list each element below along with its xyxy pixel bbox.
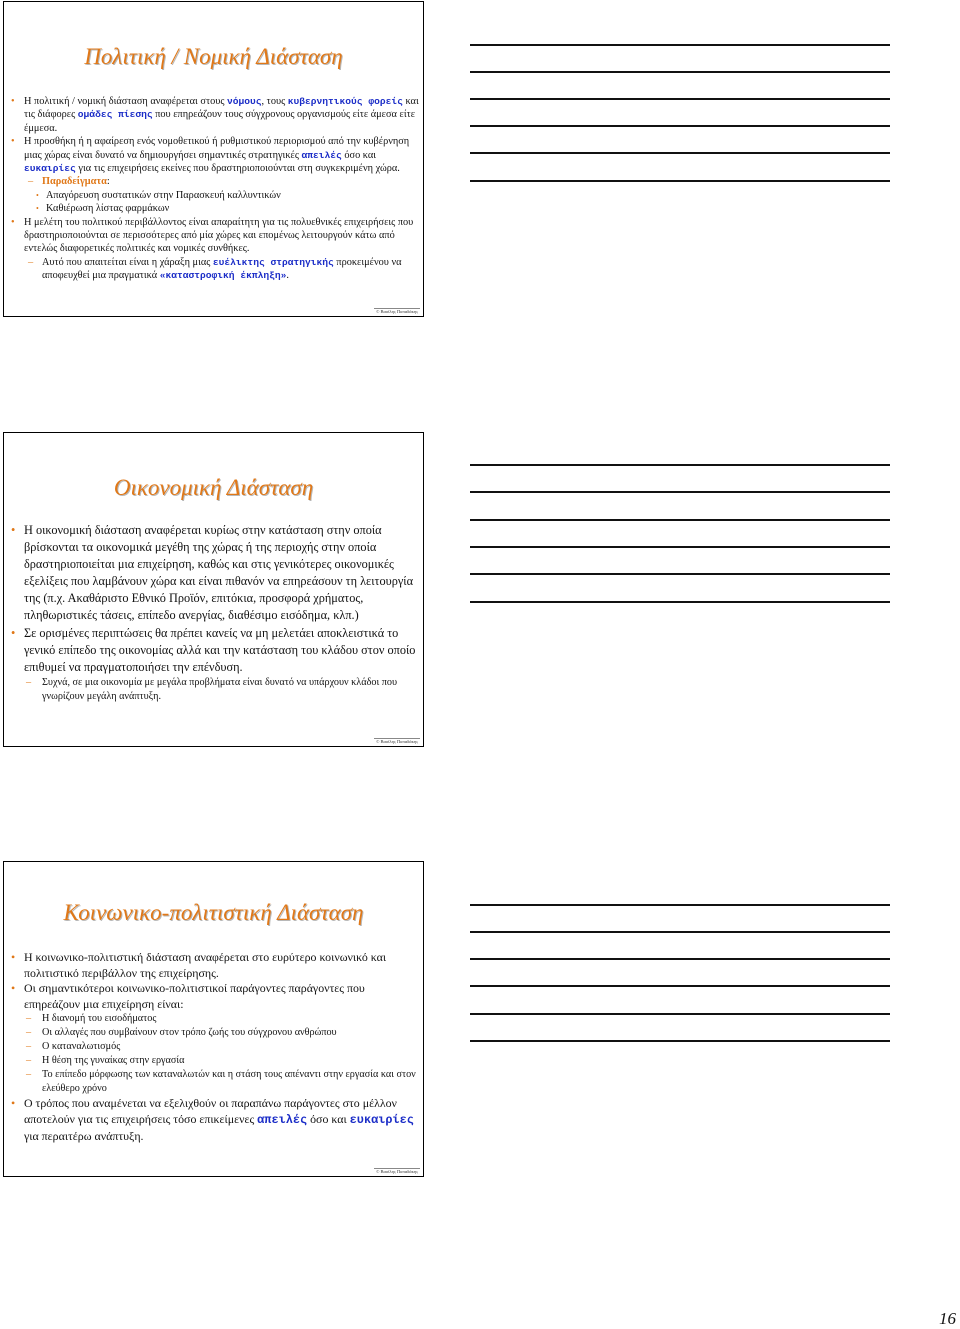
note-line	[470, 573, 890, 575]
dash-icon: –	[26, 1027, 32, 1039]
bullet-icon: •	[11, 96, 15, 107]
highlight-government-bodies: κυβερνητικούς φορείς	[287, 96, 403, 107]
highlight-flexible-strategy: ευέλικτης στρατηγικής	[212, 256, 334, 268]
bullet-item: • Η προσθήκη ή η αφαίρεση ενός νομοθετικού ή ρυθμιστικού περιορισμού από την κυβέρνηση μιας χώρας είναι δυνατό να δημιουργήσει σημαντικές στρατηγικές απειλές όσο και ευκαιρίες για τις επιχειρήσεις εκείνες που δραστηριοποιούνται στη συγκεκριμένη χώρα.	[11, 136, 410, 175]
page-number: 16	[939, 1309, 956, 1328]
sub-bullet-item: • Καθιέρωση λίστας φαρμάκων	[36, 203, 170, 215]
bullet-icon: •	[11, 1096, 16, 1111]
dash-icon: –	[26, 1041, 32, 1053]
dash-icon: –	[26, 1055, 32, 1067]
slide-title: Πολιτική / Νομική Διάσταση	[84, 44, 343, 69]
note-line	[470, 1013, 890, 1015]
bullet-icon: •	[11, 950, 16, 964]
dash-item: – Το επίπεδο μόρφωσης των καταναλωτών και η στάση τους απέναντι στην εργασία και στον ελεύθερο χρόνο	[26, 1069, 416, 1095]
highlight-opportunities: ευκαιρίες	[349, 1112, 414, 1127]
note-line	[470, 125, 890, 127]
dash-icon: –	[26, 1013, 32, 1025]
slide-economic	[3, 432, 424, 747]
note-line	[470, 1040, 890, 1042]
note-line	[470, 931, 890, 933]
dash-item: – Αυτό που απαιτείται είναι η χάραξη μιας ευέλικτης στρατηγικής προκειμένου να αποφευχθεί μια πραγματικά «καταστροφική έκπληξη».	[28, 256, 402, 282]
dash-icon: –	[28, 256, 34, 268]
dash-icon: –	[26, 676, 32, 688]
bullet-item: • Ο τρόπος που αναμένεται να εξελιχθούν οι παραπάνω παράγοντες στο μέλλον αποτελούν για τις επιχειρήσεις τόσο επικείμενες απειλές όσο και ευκαιρίες για περαιτέρω ανάπτυξη.	[11, 1096, 414, 1143]
bullet-item: • Η οικονομική διάσταση αναφέρεται κυρίως στην κατάσταση στην οποία βρίσκονται τα οικονομικά μεγέθη της χώρας ή της περιοχής στην οποία δραστηριοποιείται μια επιχείρηση, καθώς και στις γενικότερες οικονομικές εξελίξεις που λαμβάνουν χώρα και είναι πιθανόν να επηρεάσουν τη λειτουργία της (π.χ. Ακαθάριστο Εθνικό Προϊόν, επιτόκια, προσφορά χρήματος, πληθωριστικές τάσεις, επίπεδο ανεργίας, διαθέσιμο εισόδημα, κλπ.)	[11, 523, 414, 623]
highlight-examples: Παραδείγματα	[42, 176, 107, 188]
slide-title: Οικονομική Διάσταση	[113, 475, 314, 500]
bullet-item: • Σε ορισμένες περιπτώσεις θα πρέπει κανείς να μη μελετάει αποκλειστικά το γενικό επίπεδο της οικονομίας αλλά και την κατάσταση του κλάδου στον οποίο επιθυμεί να πραγματοποιήσει την επένδυση.	[11, 625, 416, 674]
highlight-catastrophic-surprise: «καταστροφική έκπληξη»	[159, 270, 287, 282]
note-line	[470, 546, 890, 548]
note-line	[470, 904, 890, 906]
note-line	[470, 958, 890, 960]
bullet-item: • Η πολιτική / νομική διάσταση αναφέρεται στους νόμους, τους κυβερνητικούς φορείς και τις διάφορες ομάδες πίεσης που επηρεάζουν τους σύγχρονους οργανισμούς είτε άμεσα είτε έμμεσα.	[11, 96, 419, 134]
bullet-item: • Η κοινωνικο-πολιτιστική διάσταση αναφέρεται στο ευρύτερο κοινωνικό και πολιτιστικό περιβάλλον της επιχείρησης.	[11, 950, 387, 980]
bullet-icon: •	[11, 216, 15, 228]
dash-item: – Η διανομή του εισοδήματος	[26, 1013, 157, 1025]
highlight-pressure-groups: ομάδες πίεσης	[77, 109, 153, 121]
bullet-icon: •	[11, 625, 16, 640]
dash-item: – Συχνά, σε μια οικονομία με μεγάλα προβλήματα είναι δυνατό να υπάρχουν κλάδοι που γνωρίζουν μεγάλη ανάπτυξη.	[26, 676, 398, 702]
bullet-icon: •	[11, 136, 15, 148]
dash-icon: –	[28, 176, 34, 188]
dash-item: – Η θέση της γυναίκας στην εργασία	[26, 1055, 185, 1067]
slide-body	[10, 950, 419, 1144]
note-line	[470, 601, 890, 603]
slide-footer: © Βασίλης Παπαδάκης	[375, 309, 418, 314]
highlight-opportunities: ευκαιρίες	[24, 163, 76, 175]
slide-footer: © Βασίλης Παπαδάκης	[375, 1169, 418, 1174]
bullet-item: • Η μελέτη του πολιτικού περιβάλλοντος είναι απαραίτητη για τις πολυεθνικές επιχειρήσεις που δραστηριοποιούνται σε περισσότερες από μία χώρες και επομένως λειτουργούν κάτω από εντελώς διαφορετικές πολιτικές και νομικές συνθήκες.	[11, 216, 414, 255]
dash-item: – Οι αλλαγές που συμβαίνουν στον τρόπο ζωής του σύγχρονου ανθρώπου	[26, 1027, 337, 1039]
note-line	[470, 71, 890, 73]
note-line	[470, 152, 890, 154]
bullet-icon: •	[36, 204, 39, 214]
bullet-icon: •	[11, 981, 16, 996]
note-line	[470, 519, 890, 521]
slide-title: Κοινωνικο-πολιτιστική Διάσταση	[63, 900, 364, 925]
slide-socio-cultural	[3, 861, 424, 1177]
highlight-laws: νόμους	[226, 96, 262, 107]
note-line	[470, 98, 890, 100]
note-line	[470, 491, 890, 493]
dash-item: – Παραδείγματα:	[28, 176, 110, 188]
note-line	[470, 180, 890, 182]
note-line	[470, 44, 890, 46]
slide-footer: © Βασίλης Παπαδάκης	[375, 739, 418, 744]
highlight-threats: απειλές	[301, 149, 342, 161]
slide-political-legal	[3, 1, 424, 317]
dash-icon: –	[26, 1069, 32, 1081]
bullet-icon: •	[11, 523, 16, 537]
sub-bullet-item: • Απαγόρευση συστατικών στην Παρασκευή καλλυντικών	[36, 189, 281, 201]
highlight-threats: απειλές	[257, 1112, 308, 1127]
bullet-item: • Οι σημαντικότεροι κοινωνικο-πολιτιστικοί παράγοντες παράγοντες που επηρεάζουν μια επιχείρηση είναι:	[11, 981, 365, 1011]
note-line	[470, 985, 890, 987]
bullet-icon: •	[36, 190, 39, 200]
dash-item: – Ο καταναλωτισμός	[26, 1041, 121, 1053]
slide-body	[10, 95, 419, 283]
note-line	[470, 464, 890, 466]
slide-body	[10, 522, 419, 704]
